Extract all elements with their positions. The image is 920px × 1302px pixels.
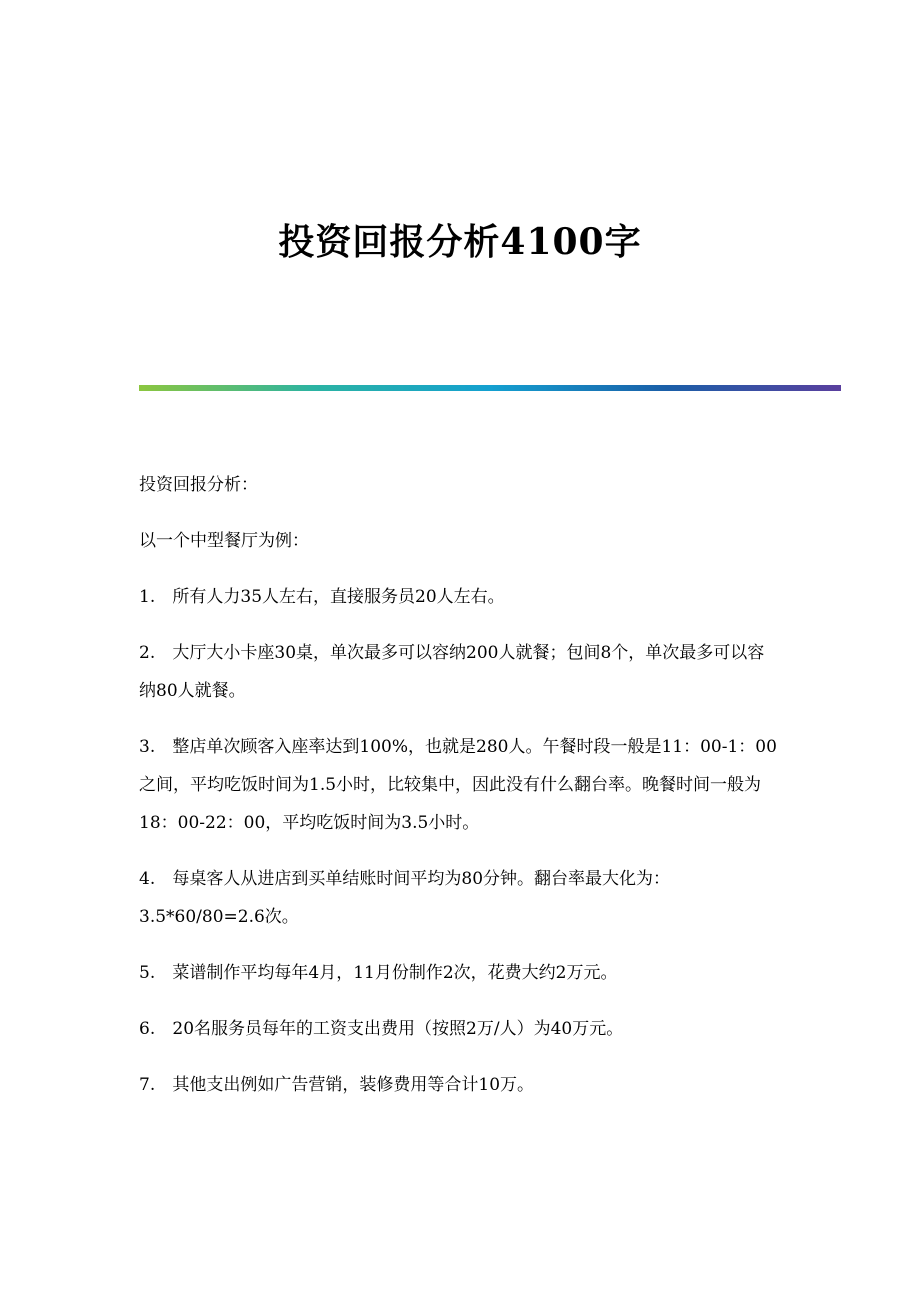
list-item [139,728,779,842]
list-item-number: 4. [139,869,156,889]
list-item-text: 菜谱制作平均每年4月，11月份制作2次，花费大约2万元。 [172,963,618,983]
list-item [139,1010,779,1048]
list-item [139,1066,779,1104]
list-item-text: 所有人力35人左右，直接服务员20人左右。 [172,587,505,607]
list-item-number: 2. [139,643,156,663]
list-item [139,860,779,936]
list-item-text: 其他支出例如广告营销，装修费用等合计10万。 [172,1075,535,1095]
list-item-number: 1. [139,587,156,607]
intro-paragraph: 以一个中型餐厅为例： [139,531,309,551]
list-item [139,634,779,710]
list-item-number: 5. [139,963,156,983]
list-item [139,954,779,992]
list-item-number: 7. [139,1075,156,1095]
list-item-text: 20名服务员每年的工资支出费用（按照2万/人）为40万元。 [172,1019,624,1039]
list-item [139,578,779,616]
list-item-text: 整店单次顾客入座率达到100%，也就是280人。午餐时段一般是11：00-1：00之间，平均吃饭时间为1.5小时，比较集中，因此没有什么翻台率。晚餐时间一般为18：00-22：00，平均吃饭时间为3.5小时。 [139,737,777,833]
page-title: 投资回报分析4100字 [278,221,642,263]
document-body [139,466,779,1122]
list-item-number: 6. [139,1019,156,1039]
list-item-text: 每桌客人从进店到买单结账时间平均为80分钟。翻台率最大化为：3.5*60/80=2.6次。 [139,869,671,927]
list-item-number: 3. [139,737,156,757]
section-heading: 投资回报分析： [139,475,258,495]
list-item-text: 大厅大小卡座30桌，单次最多可以容纳200人就餐；包间8个，单次最多可以容纳80人就餐。 [139,643,765,701]
title-divider [139,385,841,391]
